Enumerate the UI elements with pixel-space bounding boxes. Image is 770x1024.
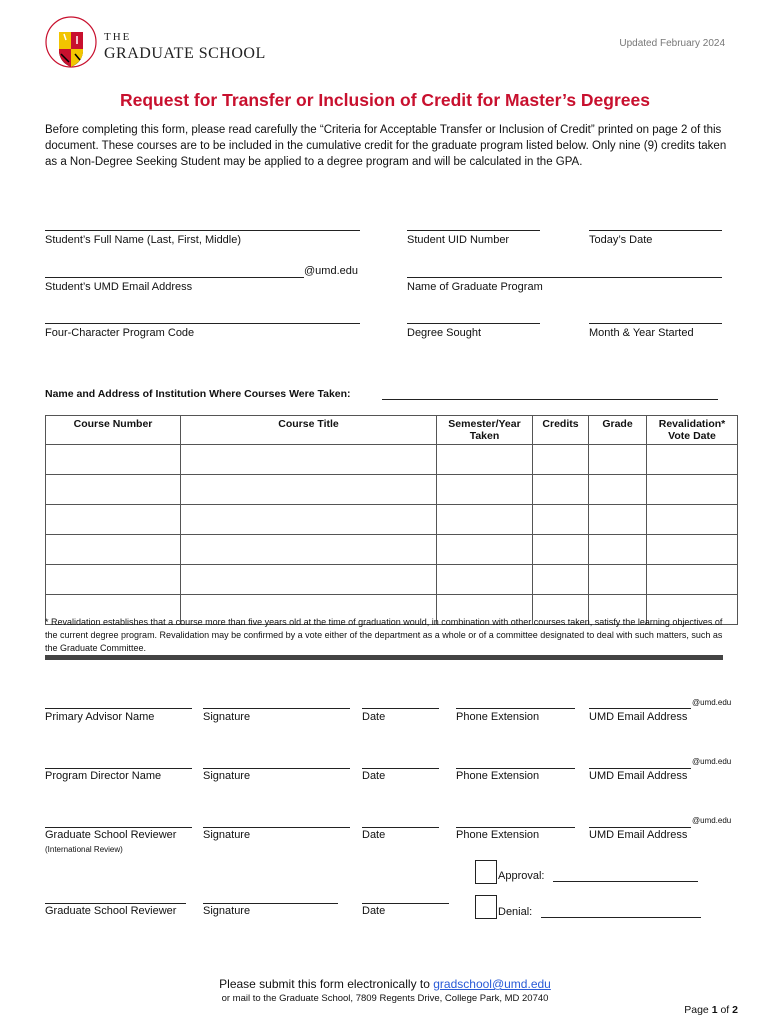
submit-prefix: Please submit this form electronically to (219, 977, 430, 991)
intl-signature-label: Signature (203, 829, 251, 841)
final-signature-line[interactable] (203, 903, 338, 904)
international-review-note: (International Review) (45, 845, 123, 854)
course-number-cell[interactable] (46, 535, 181, 565)
uid-label: Student UID Number (407, 234, 510, 246)
table-row (46, 505, 738, 535)
updated-date: Updated February 2024 (619, 38, 725, 49)
courses-table (45, 415, 738, 625)
submit-instructions (0, 977, 770, 991)
director-email-label: UMD Email Address (589, 770, 688, 782)
intl-email-label: UMD Email Address (589, 829, 688, 841)
page-of: of (720, 1004, 730, 1016)
grade-cell[interactable] (589, 445, 647, 475)
month-year-line[interactable] (589, 323, 722, 324)
semester-year-cell[interactable] (437, 505, 533, 535)
col-credits: Credits (533, 416, 589, 445)
table-row (46, 565, 738, 595)
grade-cell[interactable] (589, 505, 647, 535)
institution-label: Name and Address of Institution Where Courses Were Taken: (45, 388, 351, 400)
course-number-cell[interactable] (46, 475, 181, 505)
col-course-title: Course Title (181, 416, 437, 445)
page-total: 2 (732, 1004, 738, 1016)
director-date-line[interactable] (362, 768, 439, 769)
credits-cell[interactable] (533, 505, 589, 535)
approval-line[interactable] (553, 881, 698, 882)
final-date-label: Date (362, 905, 386, 917)
director-date-label: Date (362, 770, 386, 782)
email-label: Student’s UMD Email Address (45, 281, 193, 293)
table-header-row (46, 416, 738, 445)
table-row (46, 535, 738, 565)
today-date-line[interactable] (589, 230, 722, 231)
today-date-label: Today’s Date (589, 234, 653, 246)
revalidation-cell[interactable] (647, 475, 738, 505)
final-reviewer-label: Graduate School Reviewer (45, 905, 177, 917)
program-name-line[interactable] (407, 277, 722, 278)
logo-graduate-school-text: GRADUATE SCHOOL (104, 45, 266, 62)
full-name-label: Student’s Full Name (Last, First, Middle) (45, 234, 242, 246)
uid-line[interactable] (407, 230, 540, 231)
advisor-email-label: UMD Email Address (589, 711, 688, 723)
intl-reviewer-line[interactable] (45, 827, 192, 828)
intl-email-line[interactable] (589, 827, 691, 828)
course-title-cell[interactable] (181, 565, 437, 595)
director-email-suffix: @umd.edu (692, 757, 732, 766)
course-title-cell[interactable] (181, 475, 437, 505)
denial-line[interactable] (541, 917, 701, 918)
director-signature-label: Signature (203, 770, 251, 782)
mail-address: or mail to the Graduate School, 7809 Regents Drive, College Park, MD 20740 (221, 993, 549, 1004)
grade-cell[interactable] (589, 475, 647, 505)
page-prefix: Page (684, 1004, 709, 1016)
intl-date-line[interactable] (362, 827, 439, 828)
grade-cell[interactable] (589, 535, 647, 565)
final-date-line[interactable] (362, 903, 449, 904)
approval-checkbox[interactable] (475, 860, 497, 884)
intl-signature-line[interactable] (203, 827, 350, 828)
advisor-email-line[interactable] (589, 708, 691, 709)
semester-year-cell[interactable] (437, 445, 533, 475)
course-title-cell[interactable] (181, 505, 437, 535)
program-director-label: Program Director Name (45, 770, 162, 782)
col-grade: Grade (589, 416, 647, 445)
program-code-label: Four-Character Program Code (45, 327, 195, 339)
section-divider (45, 655, 723, 660)
degree-line[interactable] (407, 323, 540, 324)
col-course-number: Course Number (46, 416, 181, 445)
course-number-cell[interactable] (46, 505, 181, 535)
email-line[interactable] (45, 277, 304, 278)
director-signature-line[interactable] (203, 768, 350, 769)
intl-phone-line[interactable] (456, 827, 575, 828)
denial-label: Denial: (498, 906, 533, 918)
credits-cell[interactable] (533, 535, 589, 565)
table-row (46, 475, 738, 505)
final-signature-label: Signature (203, 905, 251, 917)
month-year-label: Month & Year Started (589, 327, 694, 339)
intl-reviewer-label: Graduate School Reviewer (45, 829, 177, 841)
full-name-line[interactable] (45, 230, 360, 231)
director-phone-line[interactable] (456, 768, 575, 769)
denial-checkbox[interactable] (475, 895, 497, 919)
form-title: Request for Transfer or Inclusion of Credit for Master’s Degrees (120, 90, 650, 110)
course-title-cell[interactable] (181, 535, 437, 565)
credits-cell[interactable] (533, 565, 589, 595)
institution-line[interactable] (382, 399, 718, 400)
revalidation-cell[interactable] (647, 505, 738, 535)
intl-email-suffix: @umd.edu (692, 816, 732, 825)
program-name-label: Name of Graduate Program (407, 281, 543, 293)
revalidation-cell[interactable] (647, 565, 738, 595)
advisor-signature-line[interactable] (203, 708, 350, 709)
degree-label: Degree Sought (407, 327, 481, 339)
primary-advisor-label: Primary Advisor Name (45, 711, 155, 723)
final-reviewer-line[interactable] (45, 903, 186, 904)
col-revalidation: Revalidation* Vote Date (647, 416, 738, 445)
revalidation-cell[interactable] (647, 445, 738, 475)
advisor-signature-label: Signature (203, 711, 251, 723)
intl-date-label: Date (362, 829, 386, 841)
page-current: 1 (711, 1004, 718, 1016)
credits-cell[interactable] (533, 445, 589, 475)
semester-year-cell[interactable] (437, 565, 533, 595)
program-code-line[interactable] (45, 323, 360, 324)
advisor-email-suffix: @umd.edu (692, 698, 732, 707)
semester-year-cell[interactable] (437, 535, 533, 565)
approval-label: Approval: (498, 870, 545, 882)
gradschool-email-link[interactable]: gradschool@umd.edu (433, 977, 551, 991)
credits-cell[interactable] (533, 475, 589, 505)
grade-cell[interactable] (589, 565, 647, 595)
revalidation-cell[interactable] (647, 535, 738, 565)
semester-year-cell[interactable] (437, 475, 533, 505)
program-director-line[interactable] (45, 768, 192, 769)
advisor-date-label: Date (362, 711, 386, 723)
primary-advisor-line[interactable] (45, 708, 192, 709)
course-number-cell[interactable] (46, 445, 181, 475)
advisor-phone-line[interactable] (456, 708, 575, 709)
course-number-cell[interactable] (46, 565, 181, 595)
advisor-phone-label: Phone Extension (456, 711, 540, 723)
intl-phone-label: Phone Extension (456, 829, 540, 841)
intro-paragraph: Before completing this form, please read carefully the “Criteria for Acceptable Transfer or Inclusion of Credit” printed on page 2 of this document. These courses are to be included in the cumulative credit for the graduate program listed below. Only nine (9) credits taken as a Non-Degree Seeking Student may be applied to a degree program and will be calculated in the GPA. (45, 124, 727, 168)
course-title-cell[interactable] (181, 445, 437, 475)
umd-seal-logo (44, 14, 98, 74)
logo-the-text: THE (104, 31, 132, 43)
email-suffix: @umd.edu (304, 265, 358, 277)
director-email-line[interactable] (589, 768, 691, 769)
director-phone-label: Phone Extension (456, 770, 540, 782)
page-number (684, 1004, 738, 1016)
col-semester-year: Semester/Year Taken (437, 416, 533, 445)
revalidation-footnote: * Revalidation establishes that a course more than five years old at the time of graduation would, in combination with other courses taken, satisfy the learning objectives of the current degree program. Revalidation may be confirmed by a vote either of the department as a whole or of a committee designated to deal with such matters, such as the Graduate Committee. (45, 617, 723, 653)
table-row (46, 445, 738, 475)
advisor-date-line[interactable] (362, 708, 439, 709)
